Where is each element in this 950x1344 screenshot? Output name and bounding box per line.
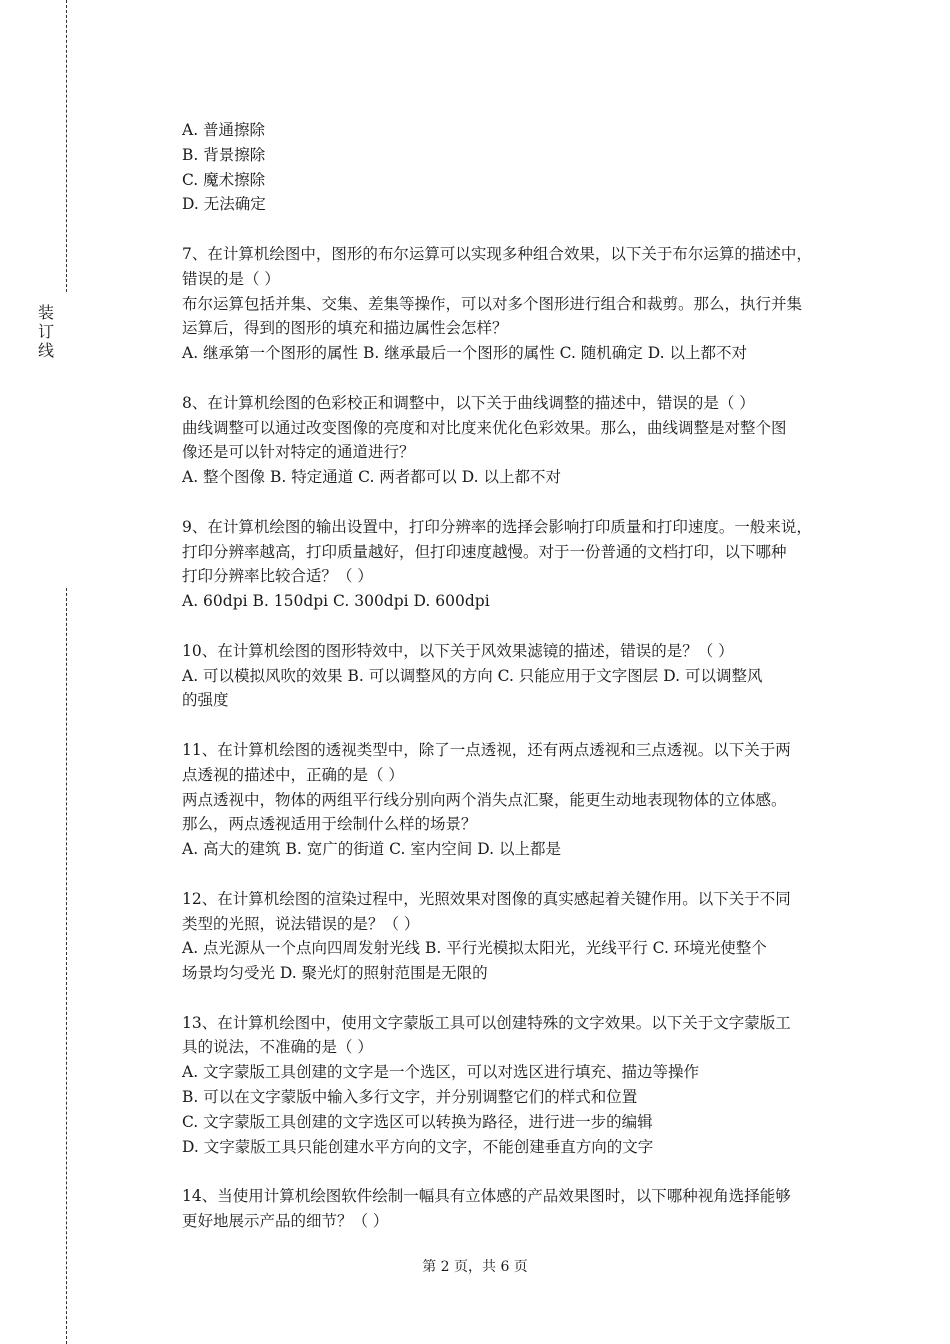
option-line: C. 文字蒙版工具创建的文字选区可以转换为路径，进行进一步的编辑	[182, 1112, 653, 1131]
question-9	[182, 515, 850, 614]
binding-label-char: 订	[37, 322, 54, 341]
option-line: A. 文字蒙版工具创建的文字是一个选区，可以对选区进行填充、描边等操作	[182, 1063, 700, 1082]
question-text-line: 12、在计算机绘图的渲染过程中，光照效果对图像的真实感起着关键作用。以下关于不同	[182, 889, 791, 908]
question-text-line: 打印分辨率比较合适？（ ）	[182, 567, 373, 586]
exam-content	[182, 118, 850, 1234]
question-text-line: 点透视的描述中，正确的是（ ）	[182, 765, 404, 784]
question-text-line: 打印分辨率越高，打印质量越好，但打印速度越慢。对于一份普通的文档打印，以下哪种	[182, 542, 787, 561]
question-text-line: 曲线调整可以通过改变图像的亮度和对比度来优化色彩效果。那么，曲线调整是对整个图	[182, 418, 787, 437]
option-line: A. 继承第一个图形的属性 B. 继承最后一个图形的属性 C. 随机确定 D. 以上都不对	[182, 344, 747, 363]
binding-dashed-line-bottom	[66, 588, 67, 1344]
question-text-line: 10、在计算机绘图的图形特效中，以下关于风效果滤镜的描述，错误的是？（ ）	[182, 641, 734, 660]
option-line: A. 整个图像 B. 特定通道 C. 两者都可以 D. 以上都不对	[182, 468, 561, 487]
option-line: B. 可以在文字蒙版中输入多行文字，并分别调整它们的样式和位置	[182, 1088, 638, 1107]
question-7	[182, 242, 850, 366]
question-text-line: 更好地展示产品的细节？（ ）	[182, 1212, 389, 1231]
option-line: 场景均匀受光 D. 聚光灯的照射范围是无限的	[182, 964, 488, 983]
option-line: A. 可以模拟风吹的效果 B. 可以调整风的方向 C. 只能应用于文字图层 D. 可以调整风	[182, 666, 763, 685]
question-text-line: 两点透视中，物体的两组平行线分别向两个消失点汇聚，能更生动地表现物体的立体感。	[182, 790, 787, 809]
question-14	[182, 1184, 850, 1234]
binding-label-char: 装	[37, 303, 54, 322]
question-8	[182, 391, 850, 490]
question-text-line: 错误的是（ ）	[182, 269, 280, 288]
question-13	[182, 1011, 850, 1160]
option-line: D. 文字蒙版工具只能创建水平方向的文字，不能创建垂直方向的文字	[182, 1137, 654, 1156]
option-line: 的强度	[182, 691, 229, 710]
question-text-line: 13、在计算机绘图中，使用文字蒙版工具可以创建特殊的文字效果。以下关于文字蒙版工	[182, 1013, 791, 1032]
question-11	[182, 738, 850, 862]
option-line: B. 背景擦除	[182, 145, 266, 164]
option-line: A. 60dpi B. 150dpi C. 300dpi D. 600dpi	[182, 592, 490, 611]
question-text-line: 9、在计算机绘图的输出设置中，打印分辨率的选择会影响打印质量和打印速度。一般来说，	[182, 517, 812, 536]
option-line: A. 点光源从一个点向四周发射光线 B. 平行光模拟太阳光，光线平行 C. 环境光使整个	[182, 939, 767, 958]
question-text-line: 7、在计算机绘图中，图形的布尔运算可以实现多种组合效果，以下关于布尔运算的描述中，	[182, 244, 812, 263]
question-6-options	[182, 118, 850, 217]
option-line: C. 魔术擦除	[182, 170, 266, 189]
question-text-line: 14、当使用计算机绘图软件绘制一幅具有立体感的产品效果图时，以下哪种视角选择能够	[182, 1187, 791, 1206]
question-text-line: 那么，两点透视适用于绘制什么样的场景？	[182, 815, 477, 834]
option-line: A. 普通擦除	[182, 121, 266, 139]
option-line: A. 高大的建筑 B. 宽广的街道 C. 室内空间 D. 以上都是	[182, 840, 561, 859]
question-text-line: 具的说法，不准确的是（ ）	[182, 1038, 373, 1057]
binding-label	[36, 303, 56, 360]
page-number-footer: 第 2 页，共 6 页	[422, 1259, 528, 1275]
question-text-line: 布尔运算包括并集、交集、差集等操作，可以对多个图形进行组合和裁剪。那么，执行并集	[182, 294, 803, 313]
question-text-line: 11、在计算机绘图的透视类型中，除了一点透视，还有两点透视和三点透视。以下关于两	[182, 740, 791, 759]
binding-label-char: 线	[37, 341, 54, 360]
question-text-line: 像还是可以针对特定的通道进行？	[182, 443, 415, 462]
question-10	[182, 639, 850, 713]
question-text-line: 8、在计算机绘图的色彩校正和调整中，以下关于曲线调整的描述中，错误的是（ ）	[182, 393, 755, 412]
option-line: D. 无法确定	[182, 195, 266, 214]
binding-dashed-line-top	[66, 0, 67, 292]
question-12	[182, 887, 850, 986]
question-text-line: 运算后，得到的图形的填充和描边属性会怎样？	[182, 319, 508, 338]
question-text-line: 类型的光照，说法错误的是？（ ）	[182, 914, 420, 933]
